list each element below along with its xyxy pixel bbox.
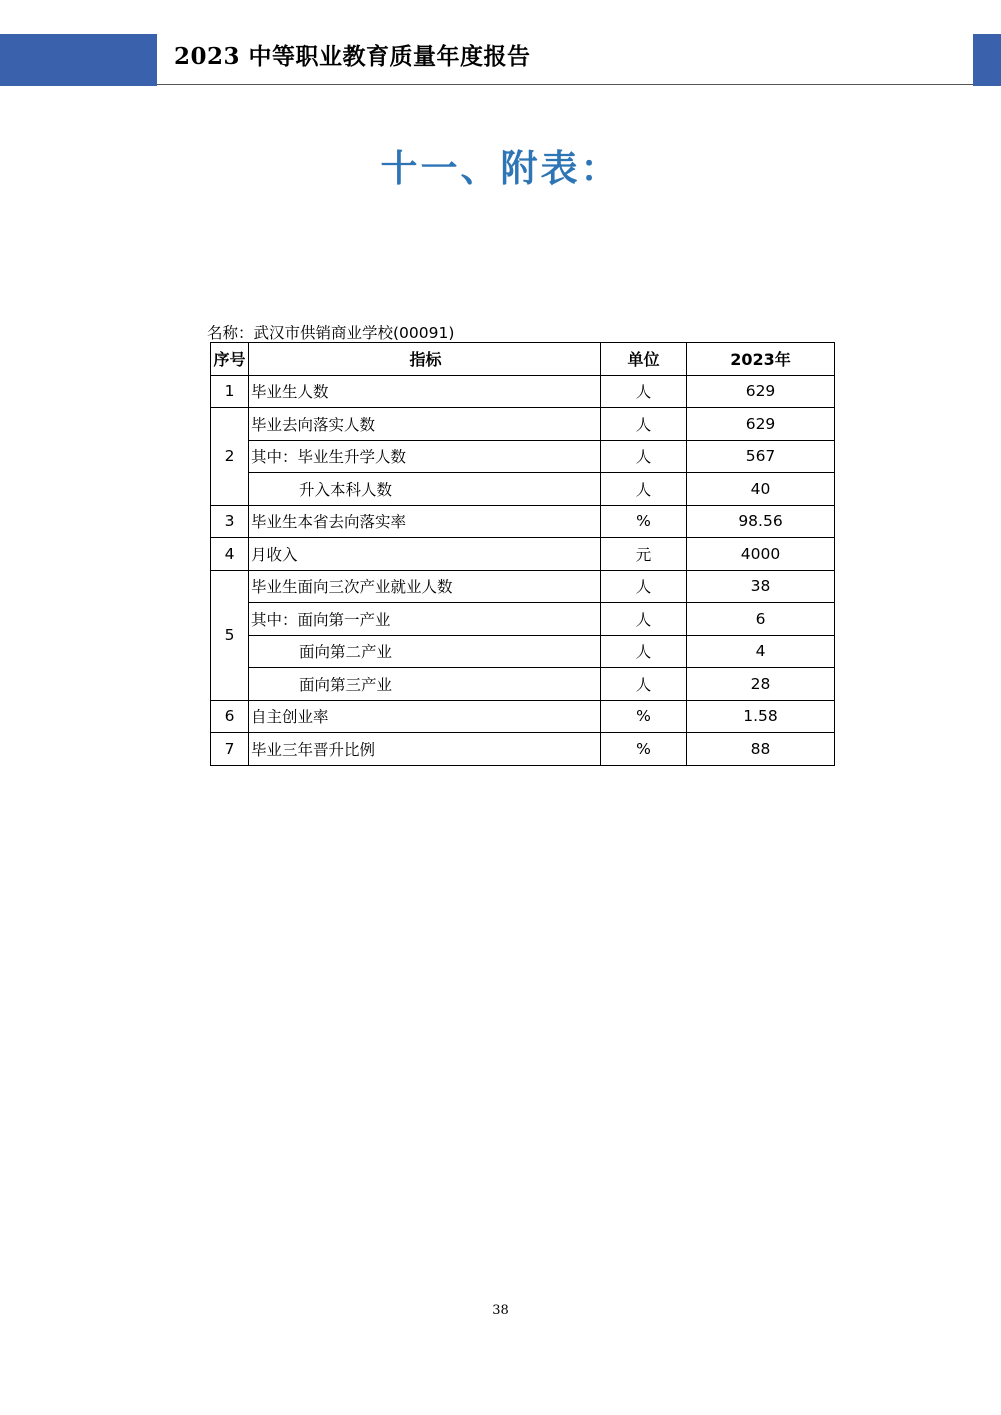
row-value: 629 (687, 375, 835, 408)
table-row (211, 570, 835, 603)
row-seq: 5 (211, 570, 249, 700)
section-title: 十一、附表： (380, 147, 621, 190)
row-value: 38 (687, 570, 835, 603)
table-row (211, 668, 835, 701)
row-unit: 人 (601, 408, 687, 441)
table-row (211, 473, 835, 506)
row-indicator: 升入本科人数 (249, 473, 601, 506)
row-seq: 6 (211, 700, 249, 733)
row-value: 98.56 (687, 505, 835, 538)
row-unit: % (601, 505, 687, 538)
table-row (211, 603, 835, 636)
row-value: 629 (687, 408, 835, 441)
row-indicator: 毕业去向落实人数 (249, 408, 601, 441)
column-header-unit: 单位 (601, 343, 687, 376)
row-value: 1.58 (687, 700, 835, 733)
row-unit: % (601, 700, 687, 733)
table-row (211, 700, 835, 733)
row-seq: 3 (211, 505, 249, 538)
column-header-seq: 序号 (211, 343, 249, 376)
row-unit: 人 (601, 440, 687, 473)
row-value: 6 (687, 603, 835, 636)
page-number: 38 (492, 1303, 509, 1318)
row-indicator: 面向第二产业 (249, 635, 601, 668)
table-row (211, 538, 835, 571)
row-indicator: 毕业三年晋升比例 (249, 733, 601, 766)
row-unit: 人 (601, 375, 687, 408)
table-row (211, 733, 835, 766)
row-unit: 人 (601, 668, 687, 701)
row-unit: 人 (601, 603, 687, 636)
row-indicator: 面向第三产业 (249, 668, 601, 701)
row-indicator: 月收入 (249, 538, 601, 571)
appendix-table (210, 342, 835, 766)
row-indicator: 其中：面向第一产业 (249, 603, 601, 636)
row-seq: 7 (211, 733, 249, 766)
column-header-indicator: 指标 (249, 343, 601, 376)
row-unit: 人 (601, 635, 687, 668)
header-divider (157, 84, 973, 85)
table-caption: 名称：武汉市供销商业学校(00091) (207, 324, 455, 342)
row-seq: 4 (211, 538, 249, 571)
table-row (211, 408, 835, 441)
row-value: 88 (687, 733, 835, 766)
row-indicator: 毕业生本省去向落实率 (249, 505, 601, 538)
column-header-year: 2023年 (687, 343, 835, 376)
row-unit: 人 (601, 473, 687, 506)
table-row (211, 375, 835, 408)
row-indicator: 自主创业率 (249, 700, 601, 733)
header-accent-bar-right (973, 34, 1001, 86)
table-row (211, 440, 835, 473)
row-value: 4 (687, 635, 835, 668)
row-unit: 人 (601, 570, 687, 603)
row-seq: 1 (211, 375, 249, 408)
row-seq: 2 (211, 408, 249, 506)
header-accent-bar-left (0, 34, 157, 86)
row-indicator: 毕业生面向三次产业就业人数 (249, 570, 601, 603)
row-value: 4000 (687, 538, 835, 571)
table-header-row (211, 343, 835, 376)
row-unit: % (601, 733, 687, 766)
row-value: 567 (687, 440, 835, 473)
row-unit: 元 (601, 538, 687, 571)
row-value: 40 (687, 473, 835, 506)
table-row (211, 505, 835, 538)
row-indicator: 其中：毕业生升学人数 (249, 440, 601, 473)
report-header-title: 2023 中等职业教育质量年度报告 (174, 43, 531, 70)
row-value: 28 (687, 668, 835, 701)
table-row (211, 635, 835, 668)
row-indicator: 毕业生人数 (249, 375, 601, 408)
